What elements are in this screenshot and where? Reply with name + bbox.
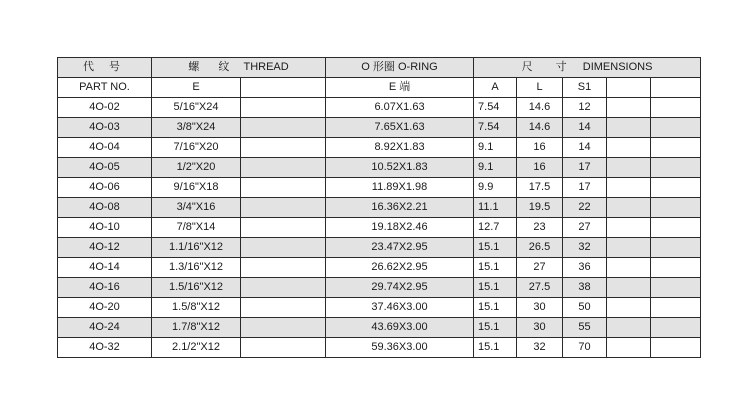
blank-cell-2: [651, 238, 701, 258]
thread-extra-cell: [241, 278, 326, 298]
oring-cell: 23.47X2.95: [326, 238, 474, 258]
blank-cell-2: [651, 258, 701, 278]
blank-cell-2: [651, 278, 701, 298]
part-code-header: [58, 58, 152, 78]
a-cell: 11.1: [474, 198, 517, 218]
oring-cell: 43.69X3.00: [326, 318, 474, 338]
blank-cell-1: [607, 198, 651, 218]
l-cell: 19.5: [517, 198, 563, 218]
oring-header: [326, 58, 474, 78]
s1-header: S1: [563, 78, 607, 98]
thread-cell: 3/4"X16: [152, 198, 241, 218]
s1-cell: 17: [563, 178, 607, 198]
oring-cell: 16.36X2.21: [326, 198, 474, 218]
thread-cell: 1.5/16"X12: [152, 278, 241, 298]
thread-cell: 1/2"X20: [152, 158, 241, 178]
thread-cn: 螺 纹: [188, 61, 238, 73]
blank-cell-1: [607, 258, 651, 278]
oring-cell: 26.62X2.95: [326, 258, 474, 278]
thread-extra-cell: [241, 298, 326, 318]
part-no-cell: 4O-04: [58, 138, 152, 158]
part-code-cn: 代 号: [82, 61, 127, 73]
blank-cell-2: [651, 158, 701, 178]
part-no-cell: 4O-16: [58, 278, 152, 298]
thread-extra-cell: [241, 318, 326, 338]
a-cell: 15.1: [474, 278, 517, 298]
table-row: [58, 118, 701, 138]
blank-cell-1: [607, 278, 651, 298]
s1-cell: 55: [563, 318, 607, 338]
a-cell: 15.1: [474, 298, 517, 318]
l-cell: 23: [517, 218, 563, 238]
table-row: [58, 298, 701, 318]
e-header: E: [152, 78, 241, 98]
s1-cell: 14: [563, 138, 607, 158]
dim-cn: 尺 寸: [521, 61, 577, 73]
thread-extra-cell: [241, 218, 326, 238]
blank-cell-2: [651, 298, 701, 318]
a-header: A: [474, 78, 517, 98]
part-no-header: PART NO.: [58, 78, 152, 98]
s1-cell: 32: [563, 238, 607, 258]
thread-extra-cell: [241, 198, 326, 218]
thread-extra-cell: [241, 98, 326, 118]
s1-cell: 14: [563, 118, 607, 138]
table-row: [58, 258, 701, 278]
table-row: [58, 98, 701, 118]
blank-cell-2: [651, 118, 701, 138]
s1-cell: 17: [563, 158, 607, 178]
blank-cell-2: [651, 338, 701, 358]
table-row: [58, 278, 701, 298]
oring-cn: O 形圈: [361, 61, 395, 73]
part-no-cell: 4O-14: [58, 258, 152, 278]
l-cell: 16: [517, 158, 563, 178]
a-cell: 12.7: [474, 218, 517, 238]
blank-cell-2: [651, 198, 701, 218]
thread-cell: 1.1/16"X12: [152, 238, 241, 258]
thread-extra-cell: [241, 178, 326, 198]
oring-en: O-RING: [397, 61, 438, 73]
part-no-cell: 4O-08: [58, 198, 152, 218]
blank-cell-1: [607, 98, 651, 118]
oring-cell: 37.46X3.00: [326, 298, 474, 318]
part-no-cell: 4O-05: [58, 158, 152, 178]
blank-cell-2: [651, 98, 701, 118]
s1-cell: 36: [563, 258, 607, 278]
table-row: [58, 178, 701, 198]
part-no-cell: 4O-10: [58, 218, 152, 238]
blank-cell-1: [607, 118, 651, 138]
table-row: [58, 338, 701, 358]
a-cell: 15.1: [474, 318, 517, 338]
blank-cell-1: [607, 218, 651, 238]
thread-cell: 1.5/8"X12: [152, 298, 241, 318]
l-cell: 17.5: [517, 178, 563, 198]
thread-extra-cell: [241, 138, 326, 158]
blank-cell-2: [651, 178, 701, 198]
s1-cell: 12: [563, 98, 607, 118]
table-row: [58, 138, 701, 158]
blank-cell-1: [607, 318, 651, 338]
oring-cell: 59.36X3.00: [326, 338, 474, 358]
thread-cell: 5/16"X24: [152, 98, 241, 118]
part-no-cell: 4O-32: [58, 338, 152, 358]
blank-header-2: [651, 78, 701, 98]
thread-extra-cell: [241, 238, 326, 258]
blank-cell-1: [607, 178, 651, 198]
l-cell: 14.6: [517, 118, 563, 138]
l-cell: 27: [517, 258, 563, 278]
s1-cell: 70: [563, 338, 607, 358]
l-cell: 14.6: [517, 98, 563, 118]
thread-cell: 3/8"X24: [152, 118, 241, 138]
oring-cell: 19.18X2.46: [326, 218, 474, 238]
blank-header-1: [607, 78, 651, 98]
oring-cell: 11.89X1.98: [326, 178, 474, 198]
thread-extra-cell: [241, 258, 326, 278]
thread-cell: 1.3/16"X12: [152, 258, 241, 278]
part-no-cell: 4O-24: [58, 318, 152, 338]
thread-cell: 2.1/2"X12: [152, 338, 241, 358]
header-row-2: [58, 78, 701, 98]
oring-cell: 6.07X1.63: [326, 98, 474, 118]
table-row: [58, 198, 701, 218]
thread-extra-cell: [241, 118, 326, 138]
thread-en: THREAD: [243, 61, 289, 73]
thread-blank-header: [241, 78, 326, 98]
dimensions-table: [57, 57, 701, 358]
l-header: L: [517, 78, 563, 98]
thread-header: [152, 58, 326, 78]
thread-cell: 7/8"X14: [152, 218, 241, 238]
blank-cell-1: [607, 158, 651, 178]
a-cell: 9.1: [474, 138, 517, 158]
a-cell: 9.9: [474, 178, 517, 198]
header-row-1: [58, 58, 701, 78]
s1-cell: 27: [563, 218, 607, 238]
table-row: [58, 158, 701, 178]
part-no-cell: 4O-02: [58, 98, 152, 118]
l-cell: 30: [517, 298, 563, 318]
oring-cell: 10.52X1.83: [326, 158, 474, 178]
thread-cell: 7/16"X20: [152, 138, 241, 158]
thread-cell: 1.7/8"X12: [152, 318, 241, 338]
table-row: [58, 318, 701, 338]
dimensions-header: [474, 58, 701, 78]
part-no-cell: 4O-03: [58, 118, 152, 138]
part-no-cell: 4O-06: [58, 178, 152, 198]
thread-extra-cell: [241, 338, 326, 358]
table-row: [58, 218, 701, 238]
blank-cell-1: [607, 298, 651, 318]
a-cell: 15.1: [474, 338, 517, 358]
part-no-cell: 4O-20: [58, 298, 152, 318]
part-no-cell: 4O-12: [58, 238, 152, 258]
oring-cell: 8.92X1.83: [326, 138, 474, 158]
l-cell: 16: [517, 138, 563, 158]
thread-cell: 9/16"X18: [152, 178, 241, 198]
thread-extra-cell: [241, 158, 326, 178]
l-cell: 27.5: [517, 278, 563, 298]
a-cell: 7.54: [474, 98, 517, 118]
l-cell: 30: [517, 318, 563, 338]
s1-cell: 50: [563, 298, 607, 318]
s1-cell: 22: [563, 198, 607, 218]
l-cell: 32: [517, 338, 563, 358]
e-end-header: E 端: [326, 78, 474, 98]
blank-cell-1: [607, 238, 651, 258]
blank-cell-1: [607, 138, 651, 158]
dim-en: DIMENSIONS: [582, 61, 653, 73]
l-cell: 26.5: [517, 238, 563, 258]
blank-cell-2: [651, 138, 701, 158]
oring-cell: 7.65X1.63: [326, 118, 474, 138]
a-cell: 7.54: [474, 118, 517, 138]
blank-cell-1: [607, 338, 651, 358]
blank-cell-2: [651, 318, 701, 338]
s1-cell: 38: [563, 278, 607, 298]
a-cell: 9.1: [474, 158, 517, 178]
oring-cell: 29.74X2.95: [326, 278, 474, 298]
blank-cell-2: [651, 218, 701, 238]
table-row: [58, 238, 701, 258]
a-cell: 15.1: [474, 238, 517, 258]
a-cell: 15.1: [474, 258, 517, 278]
